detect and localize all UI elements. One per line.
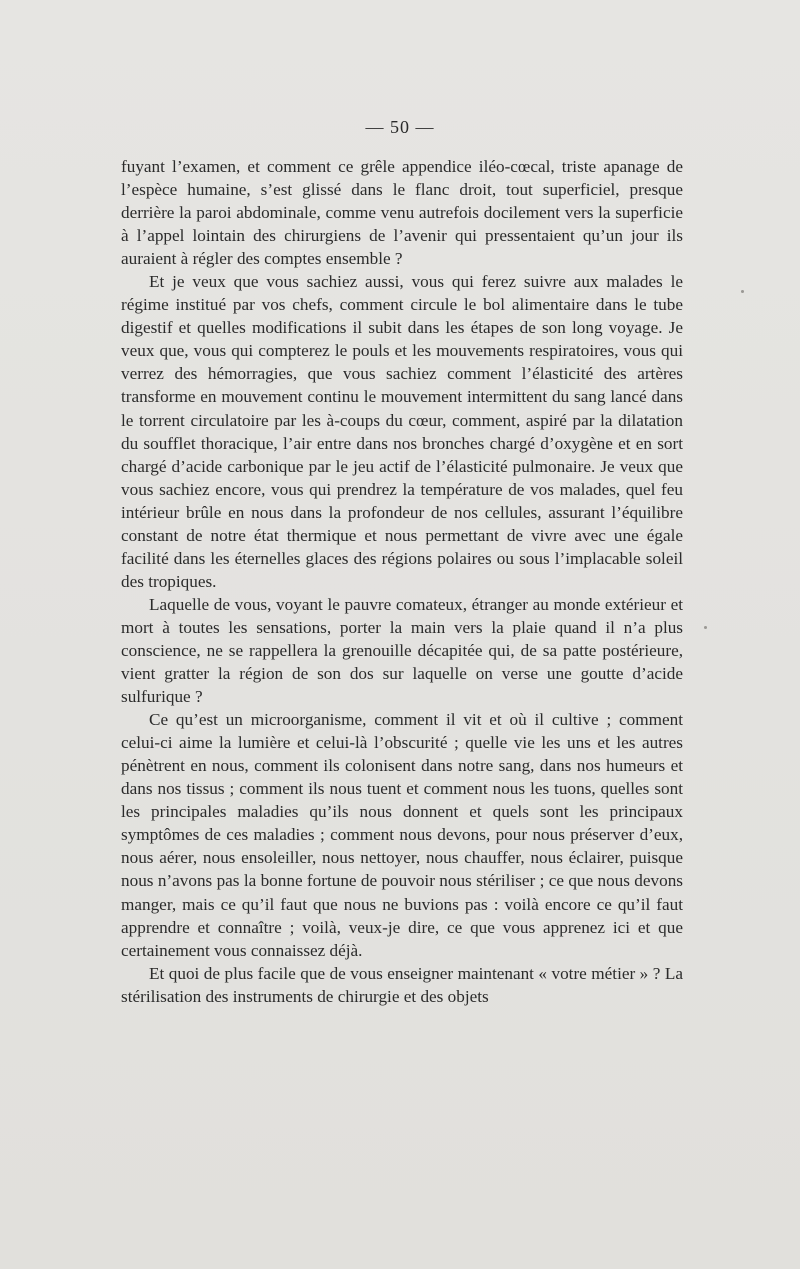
paragraph-2: Et je veux que vous sachiez aussi, vous qui ferez suivre aux malades le régime institué par vos chefs, comment circule le bol alimentaire dans le tube digestif et quelles modifications il subit dans les étapes de son long voyage. Je veux que, vous qui compterez le pouls et les mouvements respiratoires, vous qui verrez des hémorragies, que vous sachiez comment l’élasticité des artères transforme en mouvement continu le mouvement intermittent du sang lancé dans le torrent circulatoire par les à-coups du cœur, comment, aspiré par la dilatation du soufflet thoracique, l’air entre dans nos bronches chargé d’oxygène et en sort chargé d’acide carbonique par le jeu actif de l’élasticité pulmonaire. Je veux que vous sachiez encore, vous qui prendrez la température de vos malades, quel feu intérieur brûle en nous dans la profondeur de nos cellules, assurant l’équilibre constant de notre état thermique et nous permettant de vivre avec une égale facilité dans les éternelles glaces des régions polaires ou sous l’implacable soleil des tropiques. xyxy=(121,272,683,591)
paragraph-4: Ce qu’est un microorganisme, comment il vit et où il cultive ; comment celui-ci aime la lumière et celui-là l’obscurité ; quelle vie les uns et les autres pénètrent en nous, comment ils colonisent dans notre sang, dans nos humeurs et dans nos tissus ; comment ils nous tuent et comment nous les tuons, quelles sont les principales maladies qu’ils nous donnent et quels sont les principaux symptômes de ces maladies ; comment nous devons, pour nous préserver d’eux, nous aérer, nous ensoleiller, nous nettoyer, nous chauffer, nous éclairer, puisque nous n’avons pas la bonne fortune de pouvoir nous stériliser ; ce que nous devons manger, mais ce qu’il faut que nous ne buvions pas : voilà encore ce qu’il faut apprendre et connaître ; voilà, veux-je dire, ce que vous apprenez ici et que certainement vous connaissez déjà. xyxy=(121,710,683,960)
paper-speck xyxy=(704,626,707,629)
paper-speck xyxy=(741,290,744,293)
paragraph-1: fuyant l’examen, et comment ce grêle appendice iléo-cœcal, triste apanage de l’espèce humaine, s’est glissé dans le flanc droit, tout superficiel, presque derrière la paroi abdominale, comme venu autrefois docilement vers la superficie à l’appel lointain des chirurgiens de l’avenir qui pressentaient qu’un jour ils auraient à régler des comptes ensemble ? xyxy=(121,157,683,269)
paragraph-3: Laquelle de vous, voyant le pauvre comateux, étranger au monde extérieur et mort à toutes les sensations, porter la main vers la plaie quand il n’a plus conscience, ne se rappellera la grenouille décapitée qui, de sa patte postérieure, vient gratter la région de son dos sur laquelle on verse une goutte d’acide sulfurique ? xyxy=(121,594,683,707)
page-number: — 50 — xyxy=(365,117,435,137)
paragraph-5: Et quoi de plus facile que de vous enseigner maintenant « votre métier » ? La stérilisation des instruments de chirurgie et des objets xyxy=(121,963,683,1006)
body-text xyxy=(121,155,683,1008)
